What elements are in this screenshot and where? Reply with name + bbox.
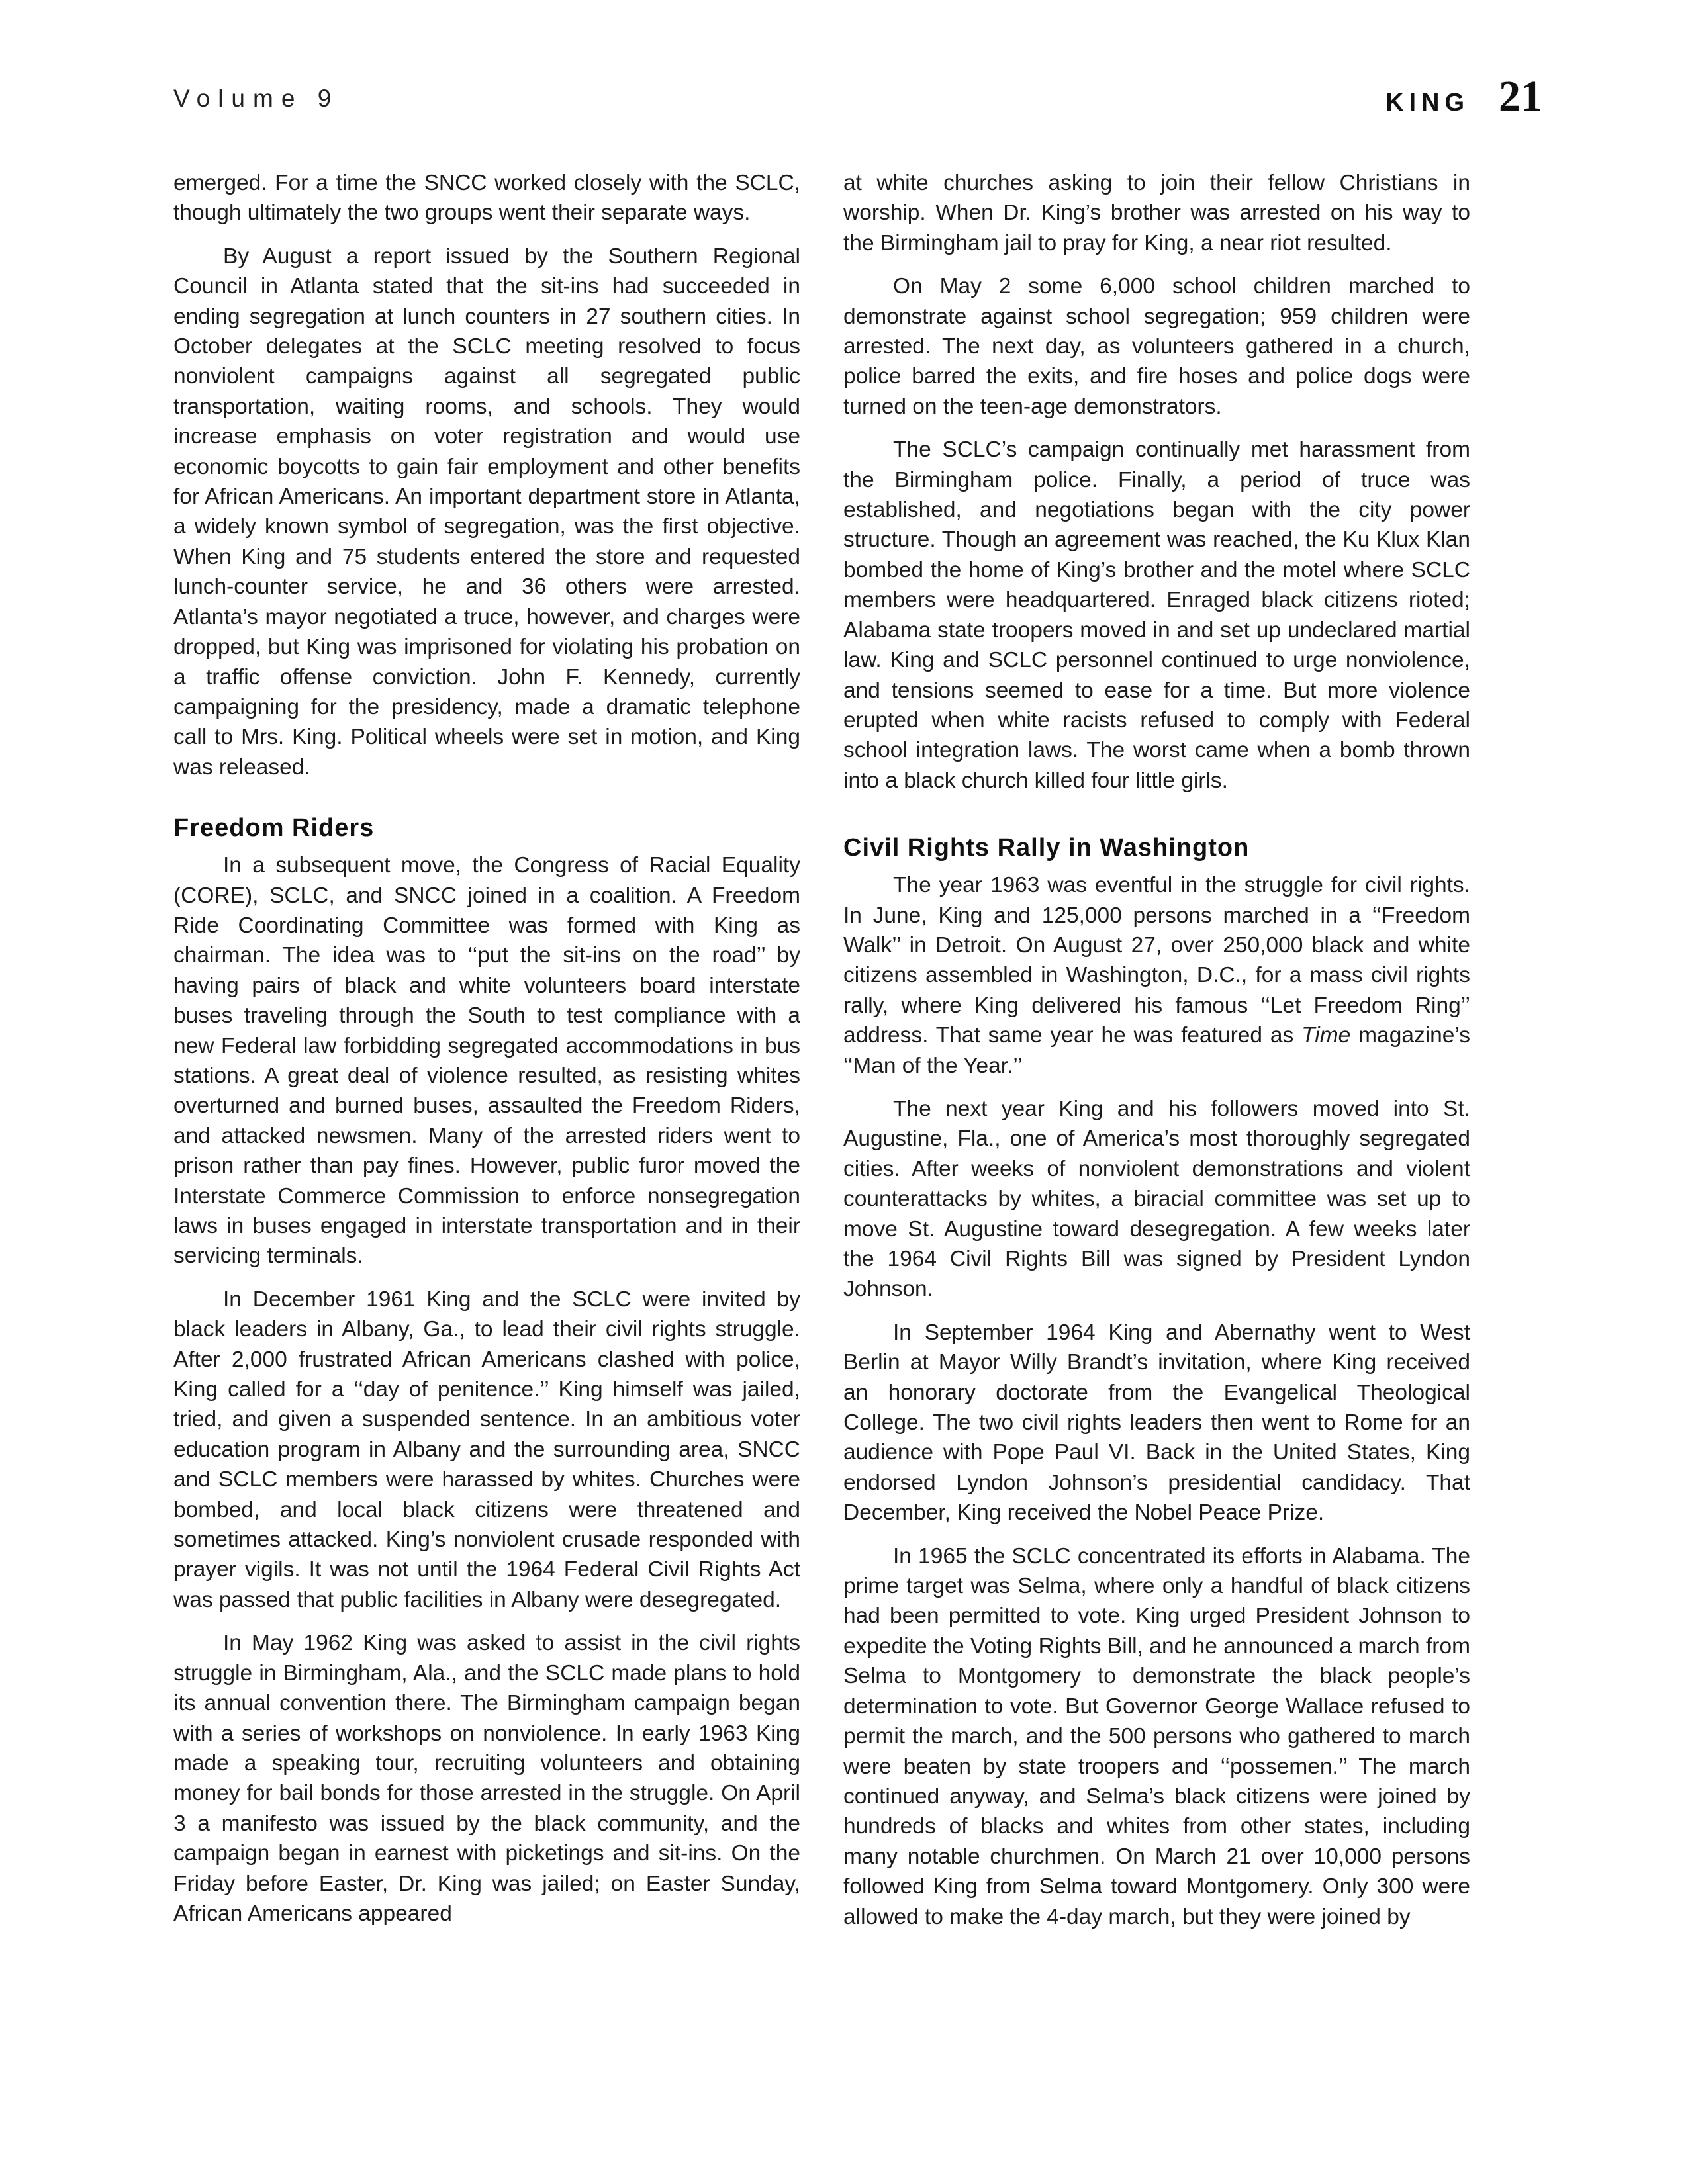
paragraph-text: magazine’s ‘‘Man of the Year.’’: [843, 1023, 1470, 1078]
paragraph: The next year King and his followers moved into St. Augustine, Fla., one of America’s most thoroughly segregated cities. After weeks of nonviolent demonstrations and violent counterattacks by whites, a biracial committee was set up to move St. Augustine toward desegregation. A few weeks later the 1964 Civil Rights Bill was signed by President Lyndon Johnson.: [843, 1096, 1470, 1302]
paragraph: [843, 870, 1470, 1081]
paragraph: at white churches asking to join their fellow Christians in worship. When Dr. King’s brother was arrested on his way to the Birmingham jail to pray for King, a near riot resulted.: [843, 171, 1470, 255]
running-head-volume: Volume 9: [173, 85, 340, 112]
running-head-right: [1385, 71, 1542, 122]
paragraph: In September 1964 King and Abernathy went to West Berlin at Mayor Willy Brandt’s invitation, where King received an honorary doctorate from the Evangelical Theological College. The two civil rights leaders then went to Rome for an audience with Pope Paul VI. Back in the United States, King endorsed Lyndon Johnson’s presidential candidacy. That December, King received the Nobel Peace Prize.: [843, 1320, 1470, 1525]
left-column: [173, 168, 800, 1942]
magazine-title: Time: [1301, 1023, 1351, 1048]
paragraph: In December 1961 King and the SCLC were invited by black leaders in Albany, Ga., to lead their civil rights struggle. After 2,000 frustrated African Americans clashed with police, King called for a ‘‘day of penitence.’’ King himself was jailed, tried, and given a suspended sentence. In an ambitious voter education program in Albany and the surrounding area, SNCC and SCLC members were harassed by whites. Churches were bombed, and local black citizens were threatened and sometimes attacked. King’s nonviolent crusade responded with prayer vigils. It was not until the 1964 Federal Civil Rights Act was passed that public facilities in Albany were desegregated.: [173, 1287, 800, 1612]
page-number: 21: [1499, 72, 1542, 120]
paragraph: The SCLC’s campaign continually met harassment from the Birmingham police. Finally, a period of truce was established, and negotiations began with the city power structure. Though an agreement was reached, the Ku Klux Klan bombed the home of King’s brother and the motel where SCLC members were headquartered. Enraged black citizens rioted; Alabama state troopers moved in and set up undeclared martial law. King and SCLC personnel continued to urge nonviolence, and tensions seemed to ease for a time. But more violence erupted when white racists refused to comply with Federal school integration laws. The worst came when a bomb thrown into a black church killed four little girls.: [843, 437, 1470, 793]
paragraph-text: The year 1963 was eventful in the struggle for civil rights. In June, King and 125,000 persons marched in a ‘‘Freedom Walk’’ in Detroit. On August 27, over 250,000 black and white citizens assembled in Washington, D.C., for a mass civil rights rally, where King delivered his famous ‘‘Let Freedom Ring’’ address. That same year he was featured as: [843, 873, 1470, 1048]
paragraph: emerged. For a time the SNCC worked closely with the SCLC, though ultimately the two groups went their separate ways.: [173, 171, 800, 226]
section-heading-freedom-riders: Freedom Riders: [173, 814, 375, 842]
paragraph: On May 2 some 6,000 school children marched to demonstrate against school segregation; 959 children were arrested. The next day, as volunteers gathered in a church, police barred the exits, and fire hoses and police dogs were turned on the teen-age demonstrators.: [843, 274, 1470, 419]
right-column: [843, 168, 1470, 1945]
paragraph: By August a report issued by the Southern Regional Council in Atlanta stated that the sit-ins had succeeded in ending segregation at lunch counters in 27 southern cities. In October delegates at the SCLC meeting resolved to focus nonviolent campaigns against all segregated public transportation, waiting rooms, and schools. They would increase emphasis on voter registration and would use economic boycotts to gain fair employment and other benefits for African Americans. An important department store in Atlanta, a widely known symbol of segregation, was the first objective. When King and 75 students entered the store and requested lunch-counter service, he and 36 others were arrested. Atlanta’s mayor negotiated a truce, however, and charges were dropped, but King was imprisoned for violating his probation on a traffic offense conviction. John F. Kennedy, currently campaigning for the presidency, made a dramatic telephone call to Mrs. King. Political wheels were set in motion, and King was released.: [173, 244, 800, 780]
paragraph: In 1965 the SCLC concentrated its efforts in Alabama. The prime target was Selma, where only a handful of black citizens had been permitted to vote. King urged President Johnson to expedite the Voting Rights Bill, and he announced a march from Selma to Montgomery to demonstrate the black people’s determination to vote. But Governor George Wallace refused to permit the march, and the 500 persons who gathered to march were beaten by state troopers and ‘‘possemen.’’ The march continued anyway, and Selma’s black citizens were joined by hundreds of blacks and whites from other states, including many notable churchmen. On March 21 over 10,000 persons followed King from Selma toward Montgomery. Only 300 were allowed to make the 4-day march, but they were joined by: [843, 1543, 1470, 1929]
running-title: KING: [1385, 89, 1470, 116]
paragraph: In May 1962 King was asked to assist in the civil rights struggle in Birmingham, Ala., and the SCLC made plans to hold its annual convention there. The Birmingham campaign began with a series of workshops on nonviolence. In early 1963 King made a speaking tour, recruiting volunteers and obtaining money for bail bonds for those arrested in the struggle. On April 3 a manifesto was issued by the black community, and the campaign began in earnest with picketings and sit-ins. On the Friday before Easter, Dr. King was jailed; on Easter Sunday, African Americans appeared: [173, 1631, 800, 1926]
paragraph: In a subsequent move, the Congress of Racial Equality (CORE), SCLC, and SNCC joined in a coalition. A Freedom Ride Coordinating Committee was formed with King as chairman. The idea was to ‘‘put the sit-ins on the road’’ by having pairs of black and white volunteers board interstate buses traveling through the South to test compliance with a new Federal law forbidding segregated accommodations in bus stations. A great deal of violence resulted, as resisting whites overturned and burned buses, assaulted the Freedom Riders, and attacked newsmen. Many of the arrested riders went to prison rather than pay fines. However, public furor moved the Interstate Commerce Commission to enforce nonsegregation laws in buses engaged in interstate transportation and in their servicing terminals.: [173, 853, 800, 1269]
section-heading-civil-rights-rally: Civil Rights Rally in Washington: [843, 834, 1250, 862]
